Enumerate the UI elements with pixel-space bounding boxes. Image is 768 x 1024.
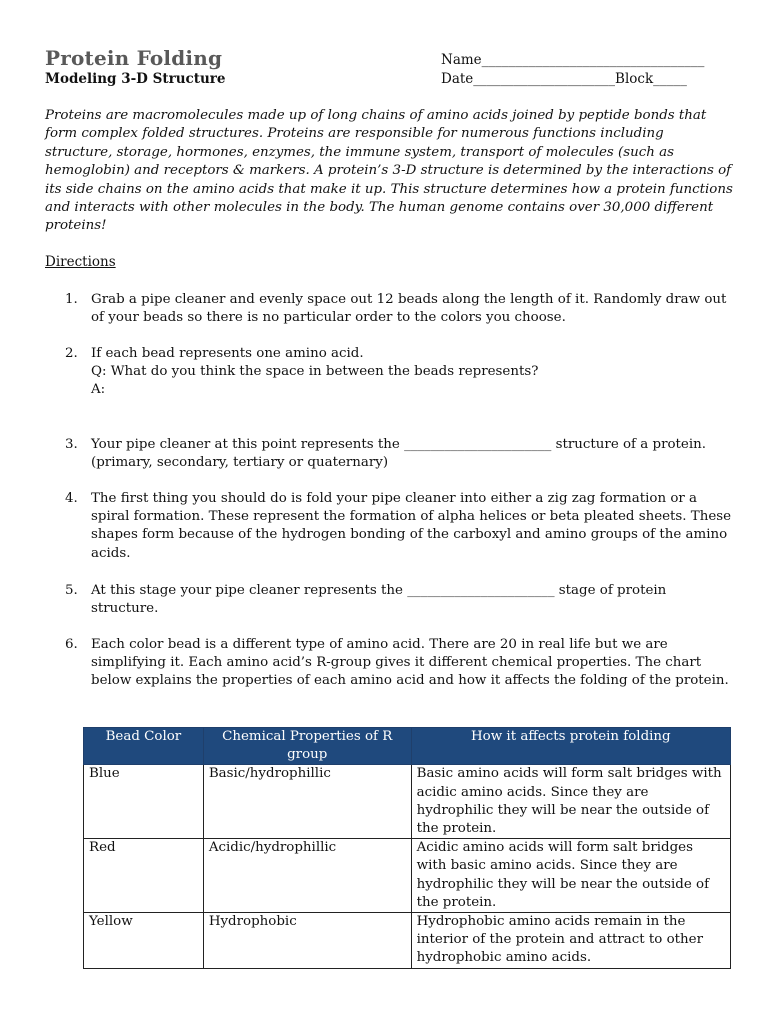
table-header-row xyxy=(84,728,731,765)
chemical-properties-cell: Acidic/hydrophillic xyxy=(203,839,411,913)
worksheet-subtitle: Modeling 3-D Structure xyxy=(45,71,226,87)
folding-effect-cell: Hydrophobic amino acids remain in the interior of the protein and attract to other hydrophobic amino acids. xyxy=(411,913,730,969)
step-text xyxy=(91,345,735,400)
step-2-line: If each bead represents one amino acid. xyxy=(91,346,364,361)
column-header-bead-color: Bead Color xyxy=(84,728,204,765)
table-row xyxy=(84,765,731,839)
step-1 xyxy=(65,291,735,327)
step-text: Each color bead is a different type of amino acid. There are 20 in real life but we are simplifying it. Each amino acid’s R-group gives it different chemical properties. The chart below explains the properties of each amino acid and how it affects the folding of the protein. xyxy=(91,637,729,689)
step-3 xyxy=(65,436,735,472)
chemical-properties-cell: Basic/hydrophillic xyxy=(203,765,411,839)
column-header-protein-folding: How it affects protein folding xyxy=(411,728,730,765)
folding-effect-cell: Acidic amino acids will form salt bridges with basic amino acids. Since they are hydrophilic they will be near the outside of the protein. xyxy=(411,839,730,913)
question-text: Q: What do you think the space in between the beads represents? xyxy=(91,364,539,380)
step-2 xyxy=(65,345,735,400)
step-4 xyxy=(65,490,735,563)
amino-acid-properties-table xyxy=(83,727,731,969)
worksheet-title: Protein Folding xyxy=(45,46,223,70)
folding-effect-cell: Basic amino acids will form salt bridges with acidic amino acids. Since they are hydrophilic they will be near the outside of the protein. xyxy=(411,765,730,839)
answer-label: A: xyxy=(91,382,106,398)
step-number: 1. xyxy=(65,292,78,307)
intro-paragraph: Proteins are macromolecules made up of long chains of amino acids joined by peptide bonds that form complex folded structures. Proteins are responsible for numerous functions including structure, storage, hormones, enzymes, the immune system, transport of molecules (such as hemoglobin) and receptors & markers. A protein’s 3-D structure is determined by the interactions of its side chains on the amino acids that make it up. This structure determines how a protein functions and interacts with other molecules in the body. The human genome contains over 30,000 different proteins! xyxy=(45,108,733,234)
bead-color-cell: Red xyxy=(84,839,204,913)
bead-color-cell: Blue xyxy=(84,765,204,839)
step-text: Grab a pipe cleaner and evenly space out 12 beads along the length of it. Randomly draw out of your beads so there is no particular order to the colors you choose. xyxy=(91,292,727,326)
name-field: Name_________________________________ xyxy=(441,52,705,68)
step-number: 4. xyxy=(65,491,78,506)
amino-acid-table-wrap xyxy=(83,727,731,969)
date-block-field: Date_____________________Block_____ xyxy=(441,71,687,87)
column-header-chemical-properties: Chemical Properties of R group xyxy=(203,728,411,765)
step-text: Your pipe cleaner at this point represents the ______________________ structure of a protein. (primary, secondary, tertiary or quaternary) xyxy=(91,437,707,471)
step-5 xyxy=(65,582,735,618)
step-number: 5. xyxy=(65,583,78,598)
bead-color-cell: Yellow xyxy=(84,913,204,969)
directions-heading: Directions xyxy=(45,254,116,270)
step-number: 6. xyxy=(65,637,78,652)
step-6 xyxy=(65,636,735,691)
table-row xyxy=(84,839,731,913)
step-number: 2. xyxy=(65,346,78,361)
chemical-properties-cell: Hydrophobic xyxy=(203,913,411,969)
step-number: 3. xyxy=(65,437,78,452)
table-row xyxy=(84,913,731,969)
step-text: At this stage your pipe cleaner represents the ______________________ stage of protein structure. xyxy=(91,583,667,617)
step-text: The first thing you should do is fold your pipe cleaner into either a zig zag formation or a spiral formation. These represent the formation of alpha helices or beta pleated sheets. These shapes form because of the hydrogen bonding of the carboxyl and amino groups of the amino acids. xyxy=(91,491,732,561)
